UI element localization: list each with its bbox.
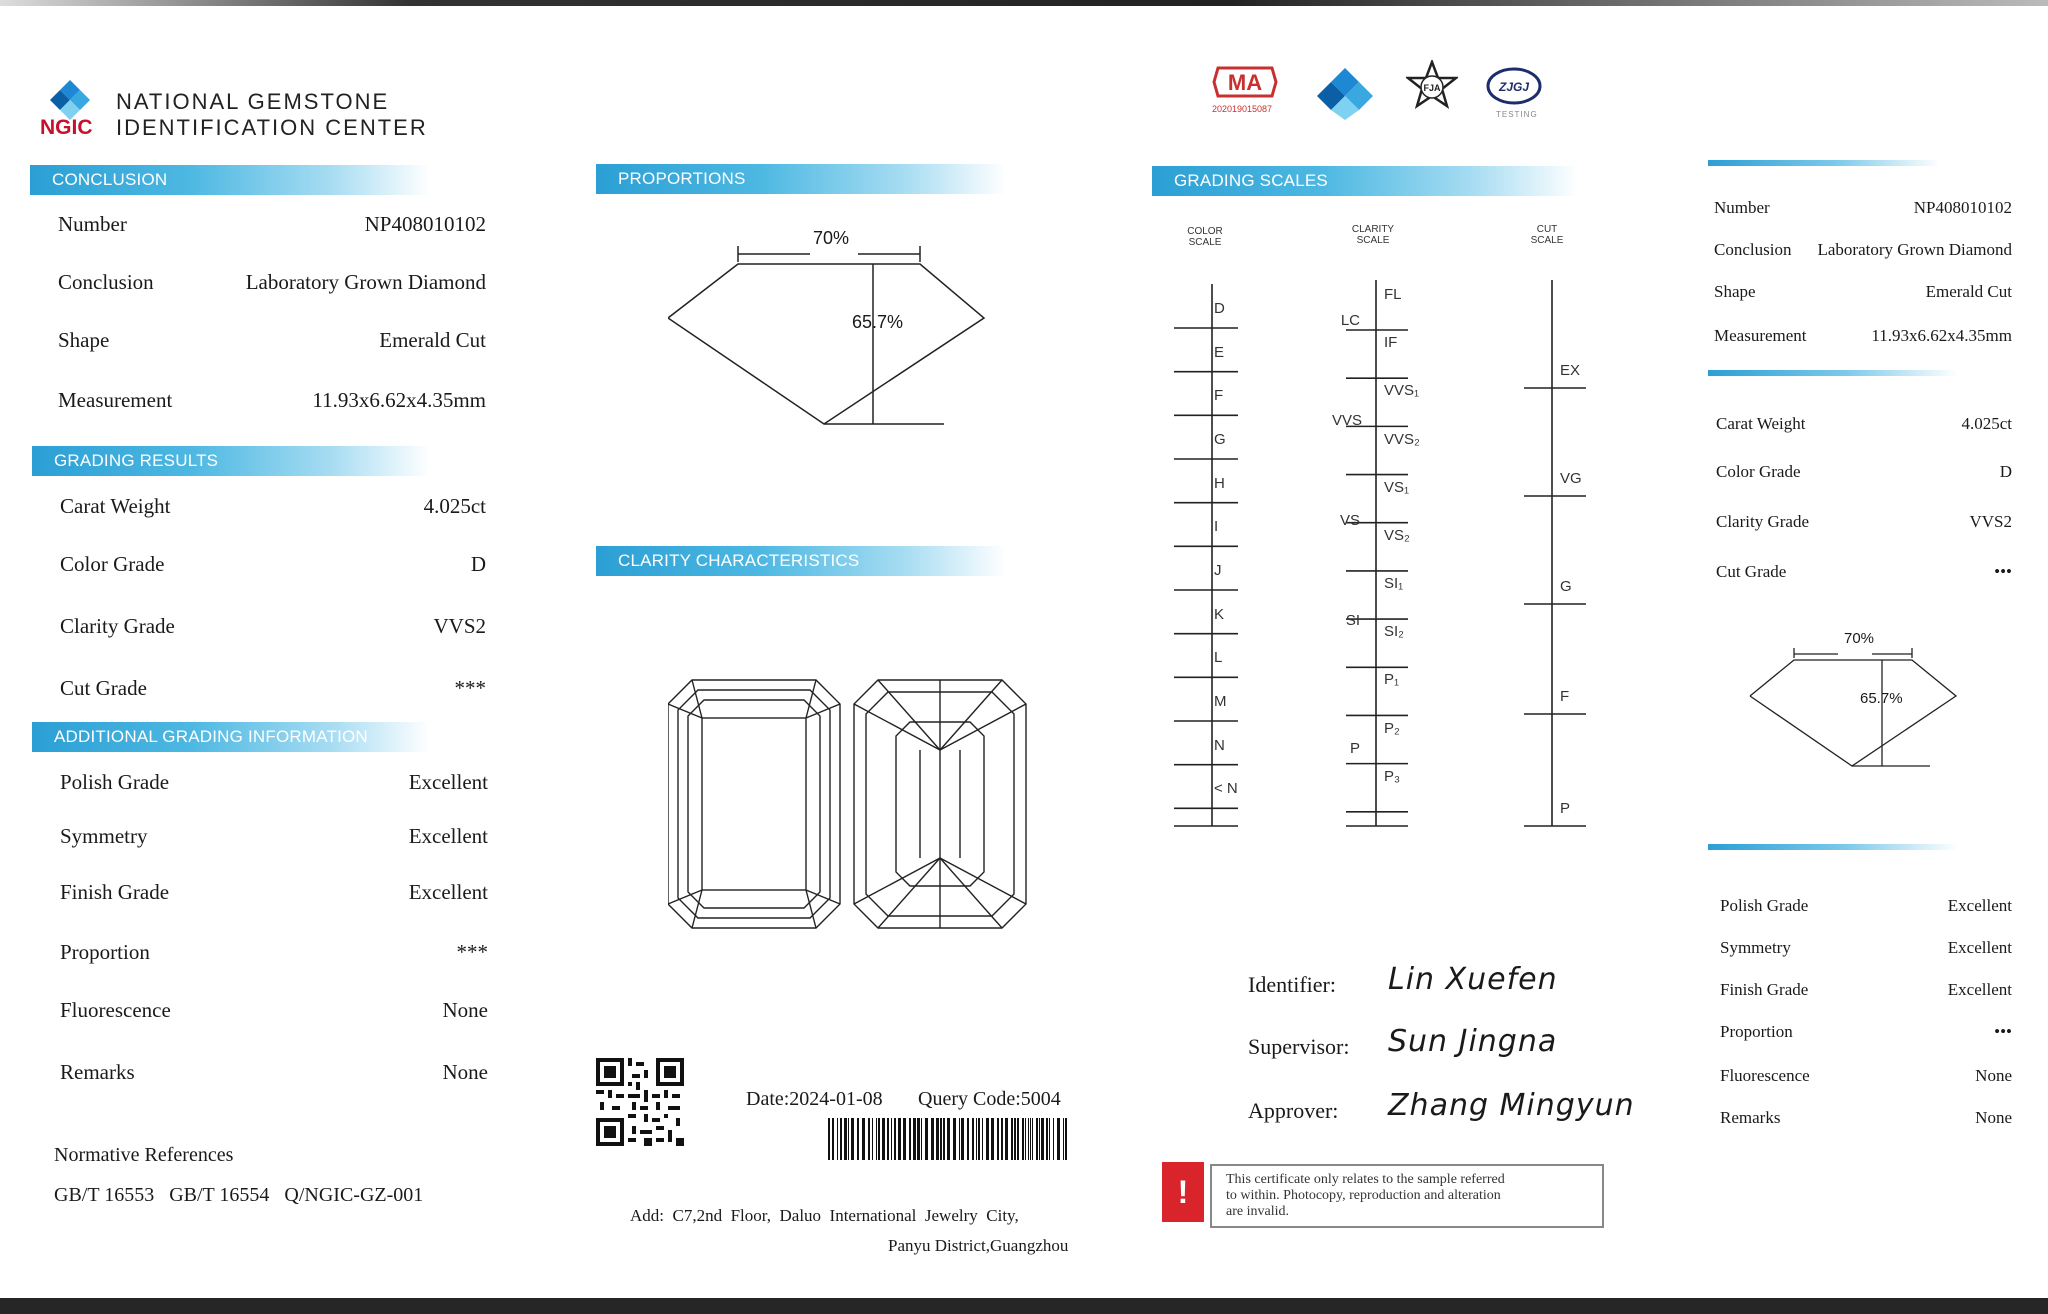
brand-name-line1: NATIONAL GEMSTONE — [116, 89, 390, 114]
additional-label: Polish Grade — [60, 770, 170, 794]
barcode-bar — [991, 1118, 994, 1160]
barcode-bar — [898, 1118, 901, 1160]
disclaimer-box — [1210, 1164, 1604, 1228]
barcode-bar — [986, 1118, 989, 1160]
right-additional-value: ••• — [1994, 1022, 2012, 1041]
address-line1: Add: C7,2nd Floor, Daluo International Jewelry City, — [630, 1206, 1019, 1225]
right-additional-label: Finish Grade — [1720, 980, 1809, 999]
disclaimer-line1: This certificate only relates to the sample referred — [1226, 1172, 1505, 1187]
right-summary-value: NP408010102 — [1913, 198, 2012, 217]
right-additional-row — [1720, 980, 2012, 1000]
signature-name: Zhang Mingyun — [1388, 1088, 1635, 1123]
right-additional-label: Symmetry — [1720, 938, 1791, 957]
barcode-bar — [936, 1118, 939, 1160]
barcode-bar — [943, 1118, 945, 1160]
clarity-scale-group: VS — [1339, 512, 1360, 529]
right-summary-row — [1714, 282, 2012, 302]
barcode-bar — [882, 1118, 885, 1160]
cma-number: 202019015087 — [1212, 104, 1273, 114]
barcode-bar — [868, 1118, 870, 1160]
barcode-bar — [1065, 1118, 1067, 1160]
right-additional-value: None — [1975, 1108, 2012, 1127]
clarity-scale-grade: IF — [1384, 334, 1398, 352]
grading-value: VVS2 — [433, 614, 486, 638]
barcode-bar — [953, 1118, 956, 1160]
right-summary-row — [1714, 198, 2012, 218]
grading-label: Color Grade — [60, 552, 165, 576]
barcode-bar — [1005, 1118, 1008, 1160]
color-scale-grade: D — [1214, 300, 1225, 317]
clarity-scale-grade: P₂ — [1384, 719, 1400, 737]
right-additional-row — [1720, 1066, 2012, 1086]
ngic-badge-icon — [1316, 64, 1374, 120]
right-additional-label: Polish Grade — [1720, 896, 1809, 915]
fja-mark: FJA — [1423, 83, 1441, 93]
barcode-bar — [844, 1118, 847, 1160]
right-additional-label: Proportion — [1720, 1022, 1793, 1041]
right-summary-value: Laboratory Grown Diamond — [1817, 240, 2012, 259]
barcode-bar — [921, 1118, 922, 1160]
color-scale-grade: H — [1214, 474, 1225, 492]
right-grading-label: Clarity Grade — [1716, 512, 1809, 531]
right-rule-1 — [1708, 160, 1940, 166]
additional-label: Remarks — [60, 1060, 135, 1084]
barcode-bar — [1036, 1118, 1038, 1160]
cut-scale-heading-line1: CUT — [1536, 224, 1558, 235]
additional-row — [60, 998, 488, 1023]
right-additional-value: Excellent — [1947, 980, 2012, 999]
pavilion-view-diagram — [854, 680, 1026, 928]
barcode-bar — [909, 1118, 911, 1160]
barcode-bar — [1039, 1118, 1040, 1160]
clarity-scale-heading-line2: SCALE — [1356, 235, 1390, 246]
barcode-bar — [940, 1118, 942, 1160]
barcode-bar — [982, 1118, 983, 1160]
color-scale-grade: < N — [1214, 780, 1238, 798]
cut-scale-grade: EX — [1560, 362, 1581, 379]
color-scale-grade: I — [1214, 518, 1219, 536]
right-additional-row — [1720, 1108, 2012, 1128]
right-grading-value: VVS2 — [1969, 512, 2012, 531]
right-table-percent: 70% — [1844, 630, 1875, 647]
barcode-bar — [878, 1118, 880, 1160]
warning-badge — [1162, 1162, 1204, 1222]
qr-code-icon — [596, 1058, 684, 1146]
color-scale-grade: L — [1214, 649, 1223, 667]
clarity-scale-grade: VS₁ — [1384, 478, 1410, 496]
grading-row — [60, 614, 486, 639]
signature-name: Sun Jingna — [1388, 1024, 1558, 1059]
barcode-bar — [972, 1118, 974, 1160]
address-line2: Panyu District,Guangzhou — [888, 1236, 1069, 1255]
additional-row — [60, 824, 488, 849]
fja-icon — [1406, 60, 1458, 114]
right-additional-label: Fluorescence — [1720, 1066, 1810, 1085]
barcode-bar — [1017, 1118, 1019, 1160]
right-additional-row — [1720, 1022, 2012, 1042]
barcode-bar — [837, 1118, 838, 1160]
grading-label: Carat Weight — [60, 494, 171, 518]
conclusion-label: Conclusion — [58, 270, 154, 294]
color-scale-grade: G — [1214, 431, 1226, 448]
barcode-bar — [1057, 1118, 1060, 1160]
color-scale-grade: E — [1214, 343, 1225, 361]
clarity-scale-grade: SI₂ — [1384, 623, 1404, 641]
right-summary-row — [1714, 326, 2012, 346]
barcode-bar — [828, 1118, 830, 1160]
cut-scale-grade: VG — [1560, 470, 1582, 487]
barcode-bar — [967, 1118, 969, 1160]
right-grading-row — [1716, 562, 2012, 582]
conclusion-value: NP408010102 — [364, 212, 486, 236]
qr-code[interactable] — [596, 1058, 684, 1146]
right-rule-2 — [1708, 370, 1958, 376]
cut-scale-grade: P — [1560, 800, 1571, 817]
additional-value: Excellent — [408, 770, 488, 794]
crown-view-diagram — [668, 680, 840, 928]
right-additional-label: Remarks — [1720, 1108, 1781, 1127]
barcode-bar — [1025, 1118, 1026, 1160]
right-proportion-profile-svg — [1748, 630, 1958, 770]
conclusion-value: Laboratory Grown Diamond — [245, 270, 486, 294]
clarity-scale-grade: SI₁ — [1384, 575, 1404, 593]
cma-badge — [1210, 62, 1280, 118]
right-grading-value: ••• — [1994, 562, 2012, 581]
signature-role: Identifier: — [1248, 972, 1336, 997]
grading-value: 4.025ct — [423, 494, 486, 518]
barcode-bar — [913, 1118, 916, 1160]
clarity-scale-heading — [1346, 224, 1400, 246]
color-scale-heading-line1: COLOR — [1187, 226, 1223, 237]
disclaimer-line3: are invalid. — [1226, 1204, 1289, 1219]
clarity-scale-grade: VVS₂ — [1384, 430, 1420, 448]
right-grading-row — [1716, 462, 2012, 482]
proportions-header: PROPORTIONS — [596, 164, 1006, 194]
barcode-bar — [1001, 1118, 1003, 1160]
brand-name-line2: IDENTIFICATION CENTER — [116, 115, 428, 140]
right-grading-value: 4.025ct — [1961, 414, 2012, 433]
zjgj-subtext: TESTING — [1496, 110, 1538, 119]
right-summary-label: Measurement — [1714, 326, 1807, 345]
right-additional-row — [1720, 896, 2012, 916]
barcode-bar — [891, 1118, 892, 1160]
signature-role: Approver: — [1248, 1098, 1339, 1123]
barcode-bar — [1041, 1118, 1044, 1160]
right-grading-label: Cut Grade — [1716, 562, 1787, 581]
barcode-bar — [862, 1118, 865, 1160]
additional-grading-header: ADDITIONAL GRADING INFORMATION — [32, 722, 430, 752]
signature-name: Lin Xuefen — [1388, 962, 1558, 997]
right-rule-3 — [1708, 844, 1958, 850]
right-summary-label: Shape — [1714, 282, 1756, 301]
query-code-text: Query Code:5004 — [918, 1088, 1061, 1110]
grading-scales-header: GRADING SCALES — [1152, 166, 1578, 196]
barcode-bar — [894, 1118, 896, 1160]
right-additional-row — [1720, 938, 2012, 958]
right-additional-value: Excellent — [1947, 938, 2012, 957]
barcode-bar — [887, 1118, 889, 1160]
grading-results-header: GRADING RESULTS — [32, 446, 430, 476]
fja-badge — [1406, 60, 1458, 114]
conclusion-value: Emerald Cut — [379, 328, 486, 352]
signature-role: Supervisor: — [1248, 1034, 1350, 1059]
clarity-scale-group: SI — [1345, 612, 1360, 629]
color-scale-grade: N — [1214, 736, 1225, 754]
barcode-bar — [876, 1118, 877, 1160]
right-grading-row — [1716, 512, 2012, 532]
right-depth-percent: 65.7% — [1860, 690, 1903, 707]
right-additional-value: None — [1975, 1066, 2012, 1085]
clarity-scale-grade: VVS₁ — [1384, 382, 1420, 400]
additional-value: None — [442, 998, 488, 1022]
additional-row — [60, 1060, 488, 1085]
clarity-scale-group: VVS — [1332, 412, 1363, 429]
barcode-bar — [1028, 1118, 1029, 1160]
table-percent: 70% — [813, 228, 850, 248]
barcode-bar — [925, 1118, 928, 1160]
color-scale-heading-line2: SCALE — [1188, 237, 1222, 248]
zjgj-badge — [1484, 64, 1544, 122]
clarity-characteristics-header: CLARITY CHARACTERISTICS — [596, 546, 1006, 576]
clarity-scale-grade: VS₂ — [1384, 526, 1410, 544]
clarity-plot — [668, 678, 1028, 932]
barcode-bar — [976, 1118, 977, 1160]
barcode-bar — [1022, 1118, 1024, 1160]
barcode-bar — [947, 1118, 950, 1160]
conclusion-row — [58, 328, 486, 353]
conclusion-value: 11.93x6.62x4.35mm — [312, 388, 486, 412]
clarity-scale-group: P — [1349, 740, 1360, 757]
right-additional-value: Excellent — [1947, 896, 2012, 915]
right-summary-row — [1714, 240, 2012, 260]
color-scale-grade: M — [1214, 693, 1227, 710]
cma-mark: MA — [1227, 70, 1263, 95]
top-edge — [0, 0, 2048, 6]
additional-row — [60, 880, 488, 905]
conclusion-row — [58, 388, 486, 413]
barcode-bar — [1014, 1118, 1016, 1160]
ngic-badge — [1316, 64, 1374, 120]
additional-row — [60, 940, 488, 965]
barcode-bar — [931, 1118, 934, 1160]
right-summary-label: Number — [1714, 198, 1770, 217]
clarity-scale-grade: FL — [1384, 286, 1402, 303]
color-scale-grade: F — [1214, 387, 1224, 405]
additional-label: Symmetry — [60, 824, 148, 848]
grading-row — [60, 676, 486, 701]
bottom-edge — [0, 1298, 2048, 1314]
additional-value: Excellent — [408, 824, 488, 848]
date-text: Date:2024-01-08 — [746, 1088, 883, 1110]
grading-row — [60, 552, 486, 577]
color-scale-grade: J — [1214, 562, 1222, 579]
barcode-bar — [848, 1118, 849, 1160]
conclusion-row — [58, 270, 486, 295]
barcode-bar — [978, 1118, 980, 1160]
right-grading-row — [1716, 414, 2012, 434]
normative-refs: GB/T 16553 GB/T 16554 Q/NGIC-GZ-001 — [54, 1184, 424, 1206]
barcode — [828, 1118, 1070, 1160]
color-scale-grade: K — [1214, 605, 1225, 623]
warning-icon: ! — [1177, 1174, 1189, 1210]
barcode-bar — [840, 1118, 842, 1160]
barcode-bar — [1011, 1118, 1013, 1160]
barcode-bar — [1032, 1118, 1033, 1160]
normative-title: Normative References — [54, 1144, 234, 1166]
additional-value: Excellent — [408, 880, 488, 904]
proportion-diagram — [668, 226, 988, 436]
cut-scale-heading-line2: SCALE — [1530, 235, 1564, 246]
conclusion-label: Number — [58, 212, 127, 236]
disclaimer-line2: to within. Photocopy, reproduction and alteration — [1226, 1188, 1501, 1203]
zjgj-icon — [1484, 64, 1544, 108]
clarity-scale-grade: P₁ — [1384, 671, 1400, 689]
cut-scale-grade: F — [1560, 688, 1570, 705]
additional-value: None — [442, 1060, 488, 1084]
barcode-bar — [1049, 1118, 1050, 1160]
barcode-bar — [917, 1118, 920, 1160]
clarity-scale-heading-line1: CLARITY — [1351, 224, 1395, 235]
additional-label: Fluorescence — [60, 998, 171, 1022]
cma-icon — [1210, 62, 1280, 102]
barcode-bar — [832, 1118, 834, 1160]
conclusion-row — [58, 212, 486, 237]
barcode-bar — [1046, 1118, 1048, 1160]
cut-scale-heading — [1522, 224, 1572, 246]
barcode-bar — [997, 1118, 999, 1160]
right-summary-value: Emerald Cut — [1925, 282, 2012, 301]
right-proportion-diagram — [1748, 630, 1958, 770]
barcode-bar — [961, 1118, 964, 1160]
conclusion-label: Measurement — [58, 388, 173, 412]
barcode-bar — [851, 1118, 854, 1160]
grading-label: Clarity Grade — [60, 614, 175, 638]
additional-label: Proportion — [60, 940, 150, 964]
zjgj-mark: ZJGJ — [1498, 80, 1530, 94]
right-grading-value: D — [1999, 462, 2012, 481]
additional-label: Finish Grade — [60, 880, 170, 904]
right-summary-value: 11.93x6.62x4.35mm — [1871, 326, 2012, 345]
color-scale-heading — [1180, 226, 1230, 248]
additional-row — [60, 770, 488, 795]
barcode-bar — [872, 1118, 873, 1160]
barcode-bar — [857, 1118, 859, 1160]
barcode-bar — [959, 1118, 960, 1160]
grading-label: Cut Grade — [60, 676, 147, 700]
grading-value: *** — [454, 676, 486, 700]
clarity-scale-group: LC — [1340, 312, 1360, 329]
conclusion-header: CONCLUSION — [30, 165, 430, 195]
grading-row — [60, 494, 486, 519]
additional-value: *** — [456, 940, 488, 964]
barcode-bar — [1030, 1118, 1031, 1160]
barcode-bar — [903, 1118, 906, 1160]
right-summary-label: Conclusion — [1714, 240, 1792, 259]
grading-value: D — [470, 552, 486, 576]
clarity-scale-grade: P₃ — [1384, 767, 1401, 785]
barcode-bar — [1063, 1118, 1064, 1160]
right-grading-label: Color Grade — [1716, 462, 1801, 481]
cut-scale-grade: G — [1560, 578, 1572, 595]
barcode-icon — [828, 1118, 1070, 1160]
right-grading-label: Carat Weight — [1716, 414, 1806, 433]
diamond-profile-outline — [668, 264, 984, 424]
conclusion-label: Shape — [58, 328, 110, 352]
depth-percent: 65.7% — [852, 312, 904, 332]
brand-abbr: NGIC — [40, 116, 93, 139]
barcode-bar — [1053, 1118, 1054, 1160]
proportion-profile-svg — [668, 226, 988, 436]
